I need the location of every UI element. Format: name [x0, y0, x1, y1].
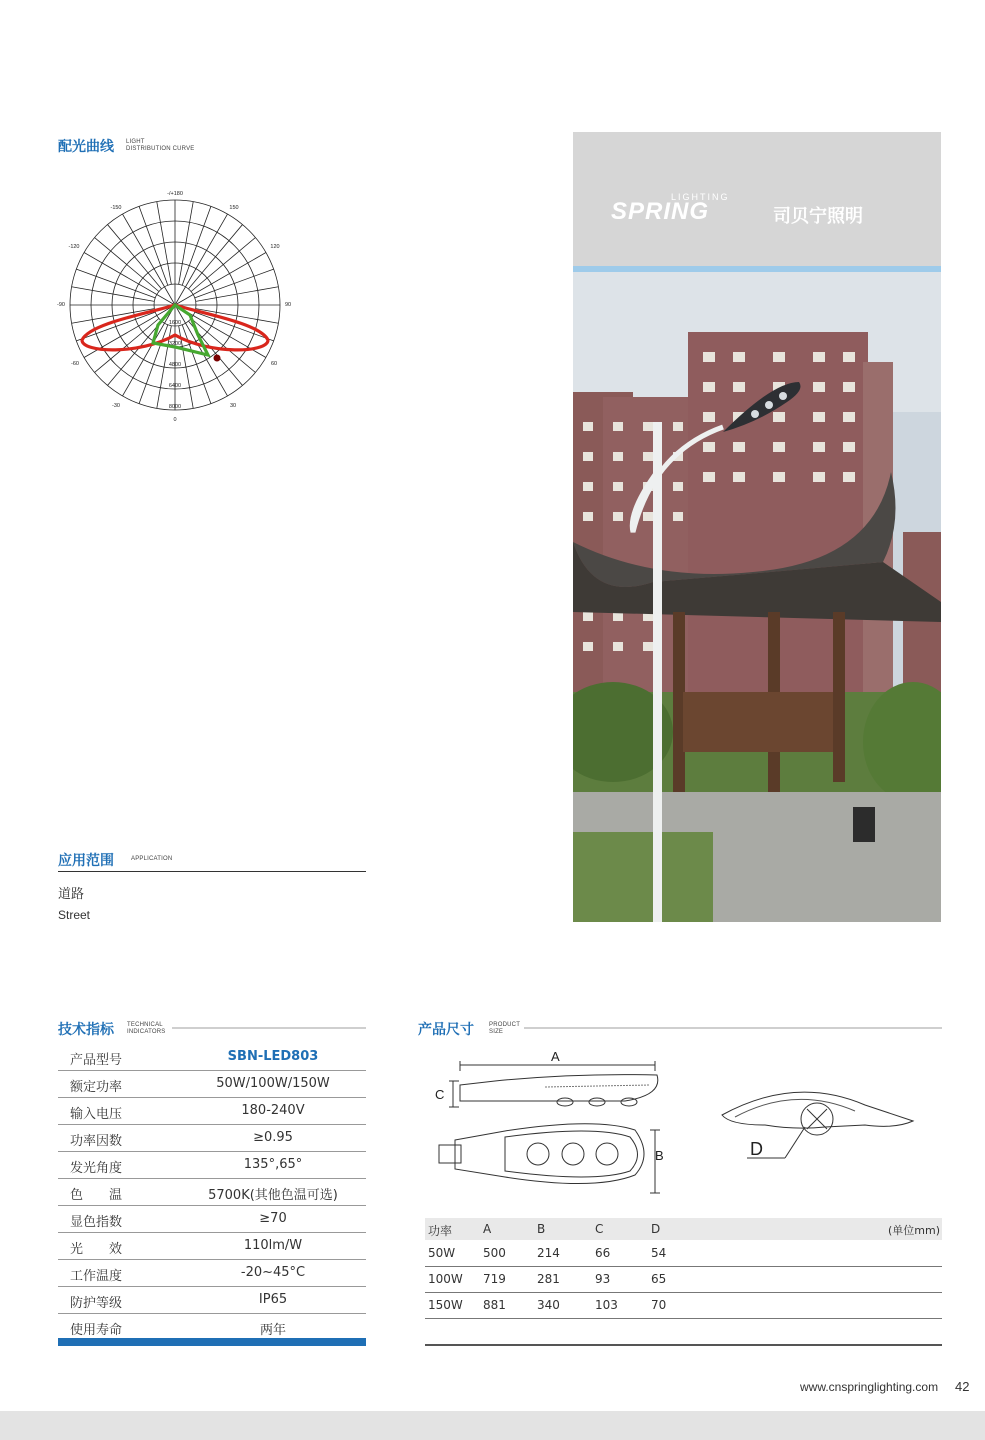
application-text-en: Street: [58, 908, 91, 922]
angle-label: 90: [284, 302, 292, 308]
spec-row: 功率因数 ≥0.95: [58, 1124, 366, 1152]
size-table-header: 功率 A B C D (单位mm): [425, 1218, 942, 1240]
size-table-row: 100W 719 281 93 65: [425, 1266, 942, 1293]
angle-label: -30: [112, 403, 120, 409]
size-table-row: 150W 881 340 103 70: [425, 1292, 942, 1319]
application-text-cn: 道路: [58, 887, 85, 902]
size-subtitle: PRODUCT SIZE: [489, 1022, 521, 1035]
angle-label: -120: [68, 244, 80, 250]
street-photo: [573, 272, 941, 922]
angle-label: -60: [71, 361, 79, 367]
footer-bar: [0, 1411, 985, 1440]
spec-row: 光 效 110lm/W: [58, 1232, 366, 1260]
dim-label-d: D: [750, 1139, 763, 1159]
polar-diagram: [50, 185, 300, 430]
angle-label: 0: [173, 417, 177, 423]
size-table-bottom-rule: [425, 1344, 942, 1346]
light-curve-title: 配光曲线: [58, 139, 114, 155]
radial-label: 3200: [168, 341, 182, 347]
application-rule: [58, 871, 366, 872]
size-header: [418, 1019, 474, 1039]
light-curve-subtitle: LIGHT DISTRIBUTION CURVE: [126, 139, 195, 152]
spec-row: 显色指数 ≥70: [58, 1205, 366, 1233]
size-rule: [524, 1027, 942, 1029]
spec-row: 防护等级 IP65: [58, 1286, 366, 1314]
spec-row: 输入电压 180-240V: [58, 1097, 366, 1125]
tech-subtitle: TECHNICAL INDICATORS: [127, 1022, 166, 1035]
application-title: 应用范围: [58, 853, 114, 869]
brand-cn: 司贝宁照明: [773, 206, 863, 227]
brand-small: LIGHTING: [671, 192, 730, 202]
spec-row: 额定功率 50W/100W/150W: [58, 1070, 366, 1098]
radial-label: 8000: [168, 404, 182, 410]
angle-label: 150: [229, 205, 239, 211]
spec-row: 工作温度 -20~45°C: [58, 1259, 366, 1287]
angle-label: 60: [270, 361, 278, 367]
brand-logo: SPRING: [611, 198, 710, 225]
tech-title: 技术指标: [58, 1022, 114, 1038]
brand-header: [573, 132, 941, 266]
dim-label-b: B: [655, 1148, 664, 1163]
angle-label: -90: [57, 302, 65, 308]
footer-url[interactable]: www.cnspringlighting.com: [800, 1380, 939, 1394]
tech-header: [58, 1019, 114, 1039]
radial-label: 1600: [168, 320, 182, 326]
radial-label: 4800: [168, 362, 182, 368]
model-value: SBN-LED803: [227, 1049, 319, 1064]
application-subtitle: APPLICATION: [131, 856, 173, 862]
size-title: 产品尺寸: [418, 1022, 474, 1038]
product-photo-panel: [573, 132, 941, 922]
dim-label-c: C: [435, 1087, 445, 1102]
angle-label: 120: [270, 244, 280, 250]
dimension-drawing: [425, 1045, 942, 1205]
radial-label: 6400: [168, 383, 182, 389]
size-table-row: 50W 500 214 66 54: [425, 1240, 942, 1267]
tech-rule: [172, 1027, 366, 1029]
page-number: 42: [955, 1379, 970, 1394]
light-curve-header: [58, 136, 114, 156]
spec-row: 色 温 5700K(其他色温可选): [58, 1178, 366, 1206]
spec-row: 产品型号 SBN-LED803: [58, 1043, 366, 1071]
angle-label: -/+180: [167, 191, 183, 197]
angle-label: 30: [229, 403, 237, 409]
size-unit: (单位mm): [887, 1224, 940, 1237]
tech-bottom-bar: [58, 1338, 366, 1346]
dim-label-a: A: [551, 1049, 560, 1064]
spec-row: 使用寿命 两年: [70, 1323, 286, 1338]
application-header: [58, 850, 114, 870]
angle-label: -150: [110, 205, 122, 211]
spec-row: 发光角度 135°,65°: [58, 1151, 366, 1179]
